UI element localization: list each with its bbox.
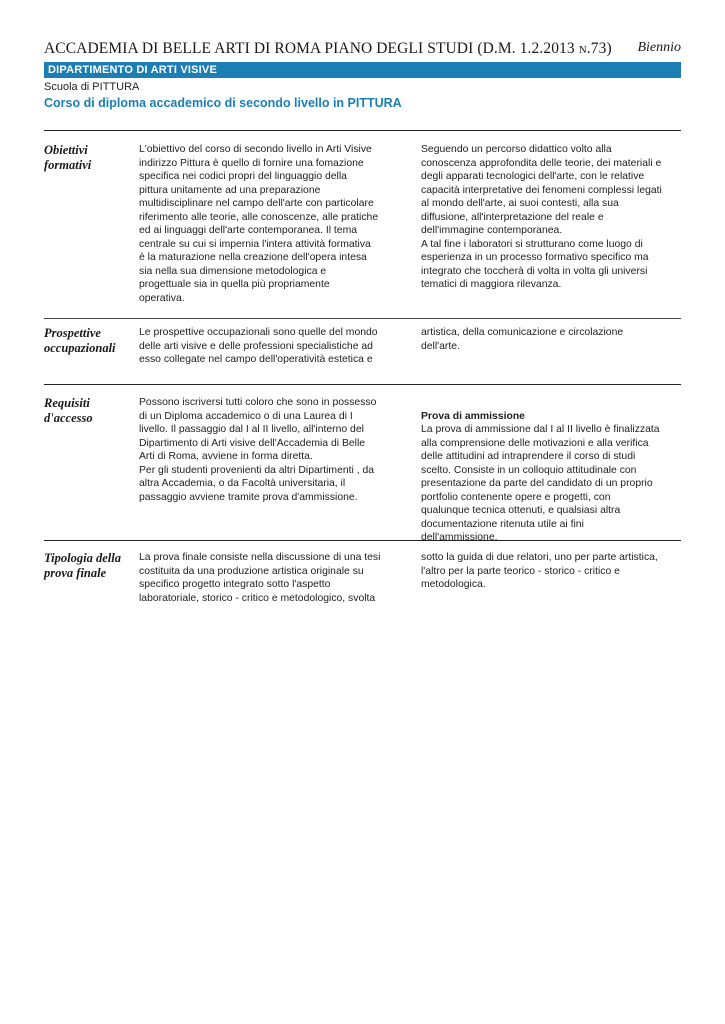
page-header [44, 40, 681, 62]
study-plan-number-prefix: n. [578, 40, 591, 57]
admission-test-heading: Prova di ammissione [421, 410, 525, 422]
section-text-right [421, 396, 683, 545]
section-text-right: artistica, della comunicazione e circolazione dell'arte. [421, 327, 624, 352]
department-bar [44, 62, 681, 78]
section-divider [44, 540, 681, 541]
section-divider [44, 130, 681, 131]
study-plan-reference: PIANO DEGLI STUDI (D.M. 1.2.2013 [324, 40, 579, 57]
section-text-left: L'obiettivo del corso di secondo livello in Arti Visive indirizzo Pittura è quello di fornire una fomazione specifica nei codici propri del linguaggio della pittura unitamente ad una preparazione multidisciplinare nel campo dell'arte con particolare riferimento alle teorie, alle conoscenze, alle pratiche ed ai linguaggi dell'arte contemporanea. Il tema centrale su cui si impernia l'intera attività formativa è la maturazione nella creazione dell'opera intesa sia nella sua dimensione metodologica e progettuale sia in quella più propriamente operativa. [139, 144, 379, 304]
department-name: DIPARTIMENTO DI ARTI VISIVE [48, 64, 217, 76]
document-title [44, 40, 612, 58]
section-text-right: Seguendo un percorso didattico volto alla conoscenza approfondita delle teorie, dei materiali e degli apparati tecnologici dell'arte, con le relative capacità interpretative dei fenomeni complessi legati al mondo dell'arte, ai suoi contesti, alla sua diffusione, all'interpretazione del reale e dell'immagine contemporanea. A tal fine i laboratori si strutturano come luogo di esperienza in un processo formativo specifico ma integrato che toccherà di volta in volta gli universi tematici di maggiora rilevanza. [421, 144, 662, 290]
section-text-right: sotto la guida di due relatori, uno per parte artistica, l'altro per la parte teorico - storico - critico e metodologica. [421, 552, 658, 590]
section-divider [44, 318, 681, 319]
section-text-left: La prova finale consiste nella discussione di una tesi costituita da una produzione artistica originale su specifico progetto integrato sotto l'aspetto laboratoriale, storico - critico e metodologico, svolta [139, 552, 381, 604]
study-plan-number: 73) [590, 40, 612, 57]
academy-name: ACCADEMIA DI BELLE ARTI DI ROMA [44, 40, 321, 57]
course-title: Corso di diploma accademico di secondo livello in PITTURA [44, 96, 402, 110]
section-divider [44, 384, 681, 385]
admission-test-text: La prova di ammissione dal I al II livello è finalizzata alla comprensione delle motivazioni e alla verifica delle attitudini ad intraprendere il corso di studi scelto. Consiste in un colloquio attitudinale con presentazione da parte del candidato di un proprio portfolio contenente opere e progetti, con qualunque tecnica ottenuti, e qualsiasi altra documentazione ritenuta utile ai fini dell'ammissione. [421, 424, 660, 543]
school-name: Scuola di PITTURA [44, 81, 140, 93]
section-label: Requisiti d'accesso [44, 396, 93, 425]
section-text-left: Possono iscriversi tutti coloro che sono in possesso di un Diploma accademico o di una Laurea di I livello. Il passaggio dal I al II livello, all'interno del Dipartimento di Arti visive dell'Accademia di Belle Arti di Roma, avviene in forma diretta. Per gli studenti provenienti da altri Dipartimenti , da altra Accademia, o da Facoltà universitaria, il passaggio avviene tramite prova d'ammissione. [139, 397, 377, 503]
level-tag: Biennio [637, 40, 681, 55]
section-text-left: Le prospettive occupazionali sono quelle del mondo delle arti visive e delle professioni specialistiche ad esso collegate nel campo dell'operatività estetica e [139, 327, 378, 365]
section-label: Obiettivi formativi [44, 143, 92, 172]
section-label: Tipologia della prova finale [44, 551, 121, 580]
section-label: Prospettive occupazionali [44, 326, 116, 355]
